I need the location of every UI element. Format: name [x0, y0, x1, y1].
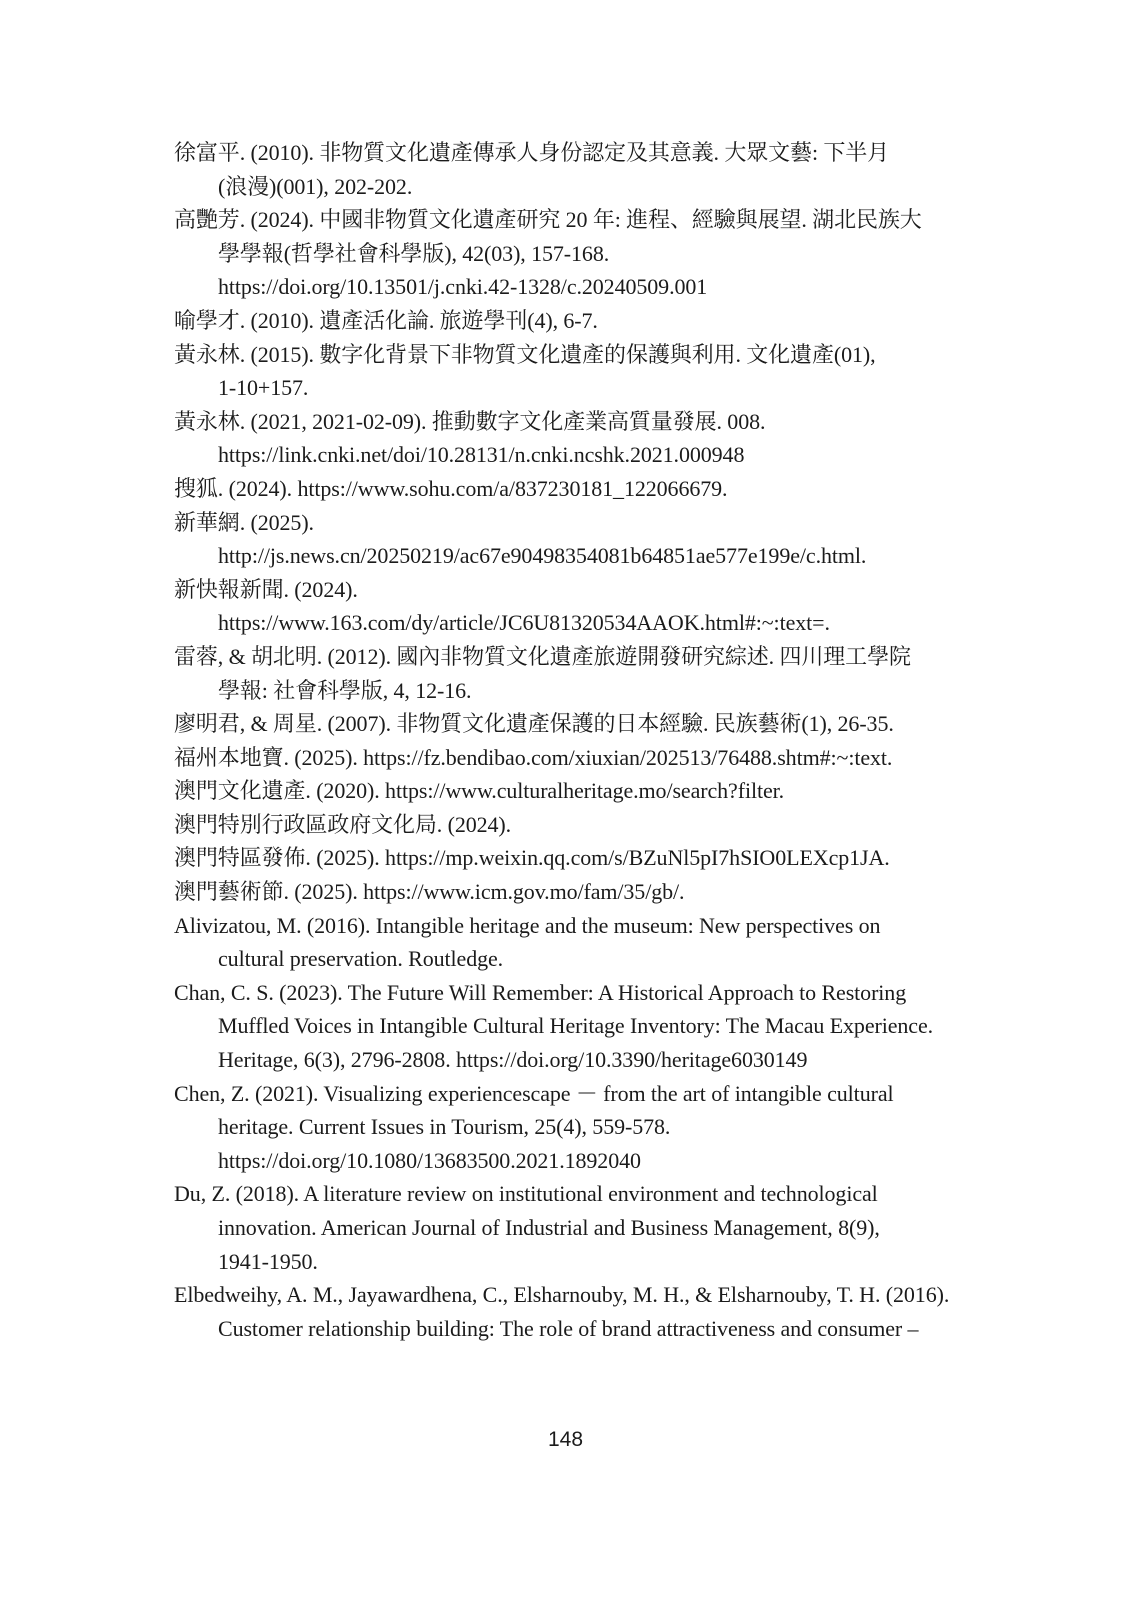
reference-line: innovation. American Journal of Industrial and Business Management, 8(9),: [218, 1215, 880, 1240]
reference-line: 新快報新聞. (2024).: [174, 576, 358, 602]
reference-line: Elbedweihy, A. M., Jayawardhena, C., Elsharnouby, M. H., & Elsharnouby, T. H. (2016).: [174, 1282, 950, 1308]
reference-line: https://doi.org/10.13501/j.cnki.42-1328/c.20240509.001: [218, 274, 708, 300]
reference-line: Heritage, 6(3), 2796-2808. https://doi.org/10.3390/heritage6030149: [218, 1047, 808, 1073]
reference-line: heritage. Current Issues in Tourism, 25(4), 559-578.: [218, 1114, 671, 1140]
page-number: 148: [547, 1428, 584, 1451]
reference-line: 徐富平. (2010). 非物質文化遺產傳承人身份認定及其意義. 大眾文藝: 下半月: [174, 140, 890, 165]
reference-line: Du, Z. (2018). A literature review on institutional environment and technological: [174, 1181, 878, 1207]
reference-line: 澳門藝術節. (2025). https://www.icm.gov.mo/fam/35/gb/.: [174, 879, 685, 905]
reference-line: (浪漫)(001), 202-202.: [218, 173, 413, 199]
reference-entry: [174, 808, 974, 842]
reference-entry: [174, 573, 974, 640]
reference-entry: [174, 136, 974, 203]
reference-entry: [174, 976, 974, 1077]
reference-line: 新華網. (2025).: [174, 509, 314, 535]
references-list: [174, 136, 974, 1345]
reference-line: 澳門特別行政區政府文化局. (2024).: [174, 811, 512, 837]
reference-entry: [174, 506, 974, 573]
reference-line: 廖明君, & 周星. (2007). 非物質文化遺產保護的日本經驗. 民族藝術(1), 26-35.: [174, 711, 894, 737]
reference-line: 黃永林. (2015). 數字化背景下非物質文化遺產的保護與利用. 文化遺產(01),: [174, 341, 876, 367]
reference-line: 1941-1950.: [218, 1248, 318, 1274]
reference-line: 喻學才. (2010). 遺產活化論. 旅遊學刊(4), 6-7.: [174, 307, 598, 333]
reference-line: cultural preservation. Routledge.: [218, 946, 504, 972]
reference-line: 1-10+157.: [218, 375, 309, 401]
reference-line: Chen, Z. (2021). Visualizing experiencescape － from the art of intangible cultural: [174, 1080, 894, 1106]
reference-line: 學學報(哲學社會科學版), 42(03), 157-168.: [218, 240, 610, 266]
reference-entry: [174, 741, 974, 775]
reference-line: 黃永林. (2021, 2021-02-09). 推動數字文化產業高質量發展. 008.: [174, 408, 766, 434]
reference-entry: [174, 1077, 974, 1178]
reference-entry: [174, 909, 974, 976]
reference-line: 雷蓉, & 胡北明. (2012). 國內非物質文化遺產旅遊開發研究綜述. 四川理工學院: [174, 643, 911, 669]
reference-entry: [174, 841, 974, 875]
reference-line: 澳門特區發佈. (2025). https://mp.weixin.qq.com/s/BZuNl5pI7hSIO0LEXcp1JA.: [174, 845, 890, 871]
reference-line: https://doi.org/10.1080/13683500.2021.1892040: [218, 1147, 641, 1173]
reference-entry: [174, 774, 974, 808]
reference-entry: [174, 1278, 974, 1345]
reference-line: 澳門文化遺產. (2020). https://www.culturalheritage.mo/search?filter.: [174, 778, 785, 804]
reference-entry: [174, 203, 974, 304]
reference-entry: [174, 875, 974, 909]
reference-line: http://js.news.cn/20250219/ac67e90498354081b64851ae577e199e/c.html.: [218, 543, 867, 569]
reference-line: 搜狐. (2024). https://www.sohu.com/a/837230181_122066679.: [174, 475, 728, 501]
reference-entry: [174, 707, 974, 741]
reference-entry: [174, 304, 974, 338]
reference-line: Muffled Voices in Intangible Cultural Heritage Inventory: The Macau Experience.: [218, 1013, 934, 1039]
reference-line: https://www.163.com/dy/article/JC6U81320534AAOK.html#:~:text=.: [218, 610, 830, 636]
reference-entry: [174, 405, 974, 472]
reference-entry: [174, 640, 974, 707]
reference-line: https://link.cnki.net/doi/10.28131/n.cnki.ncshk.2021.000948: [218, 442, 745, 468]
reference-entry: [174, 1177, 974, 1278]
reference-line: Alivizatou, M. (2016). Intangible heritage and the museum: New perspectives on: [174, 912, 881, 938]
reference-entry: [174, 338, 974, 405]
reference-line: Chan, C. S. (2023). The Future Will Remember: A Historical Approach to Restoring: [174, 979, 907, 1005]
reference-entry: [174, 472, 974, 506]
reference-line: 學報: 社會科學版, 4, 12-16.: [218, 677, 472, 703]
reference-line: Customer relationship building: The role of brand attractiveness and consumer –: [218, 1315, 919, 1341]
reference-line: 高艷芳. (2024). 中國非物質文化遺產研究 20 年: 進程、經驗與展望. 湖北民族大: [174, 207, 922, 233]
reference-line: 福州本地寶. (2025). https://fz.bendibao.com/xiuxian/202513/76488.shtm#:~:text.: [174, 744, 893, 770]
